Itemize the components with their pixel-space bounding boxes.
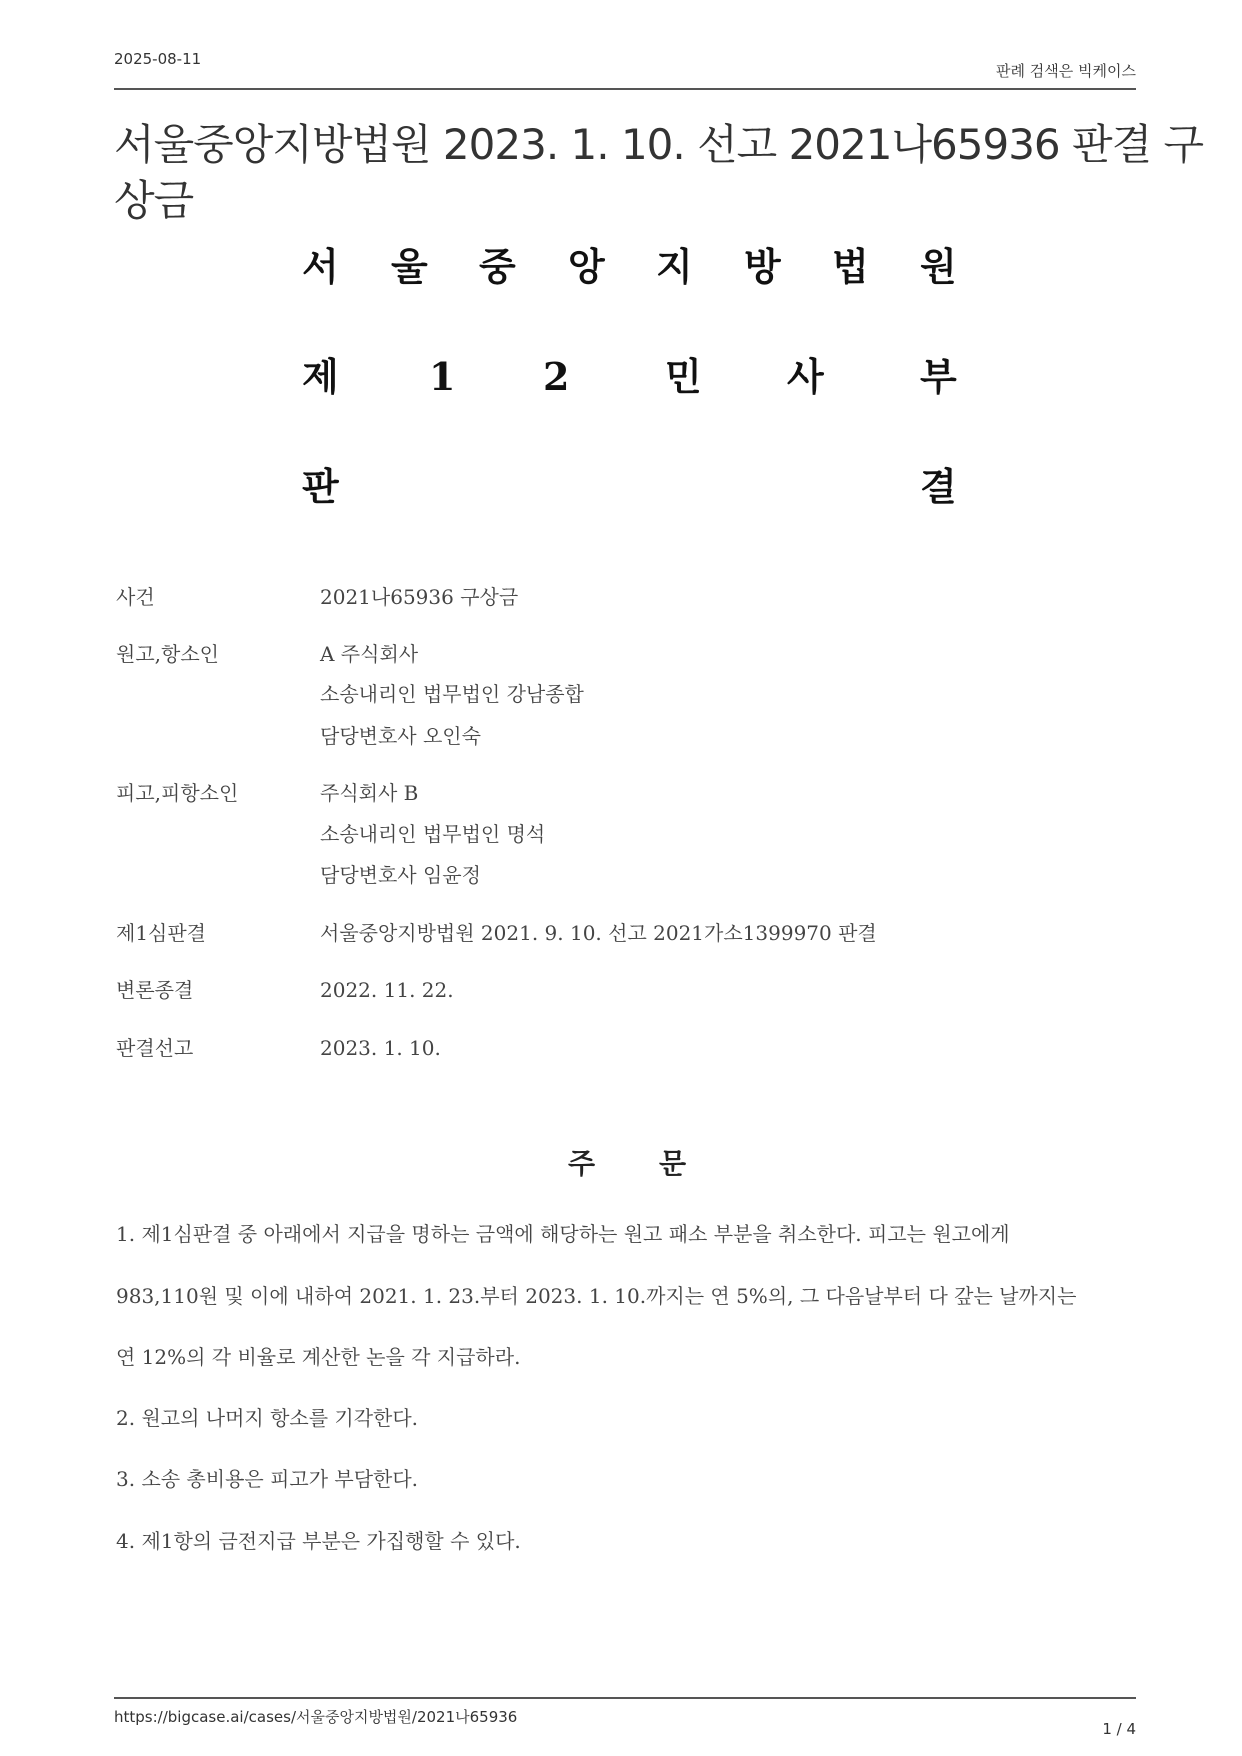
court-char: 지 <box>656 244 693 289</box>
plaintiff-line: A 주식회사 <box>320 642 419 666</box>
order-line: 3. 소송 총비용은 피고가 부담한다. <box>116 1467 419 1491</box>
order-char: 문 <box>659 1147 687 1180</box>
order-line: 연 12%의 각 비율로 계산한 논을 각 지급하라. <box>116 1345 521 1369</box>
page-number: 1 / 4 <box>1102 1720 1136 1738</box>
court-char: 울 <box>391 244 428 289</box>
order-line: 4. 제1항의 금전지급 부분은 가집행할 수 있다. <box>116 1529 521 1553</box>
plaintiff-line: 담당변호사 오인숙 <box>320 724 481 748</box>
print-date: 2025-08-11 <box>114 50 202 68</box>
order-line: 1. 제1심판결 중 아래에서 지급을 명하는 금액에 해당하는 원고 패소 부분을 취소한다. 피고는 원고에게 <box>116 1222 1010 1246</box>
first-instance-label: 제1심판결 <box>116 921 207 945</box>
first-instance-value: 서울중앙지방법원 2021. 9. 10. 선고 2021가소1399970 판결 <box>320 921 877 945</box>
defendant-line: 담당변호사 임윤정 <box>320 863 481 887</box>
court-char: 법 <box>832 244 869 289</box>
page-title-cont: 상금 <box>114 176 194 225</box>
division-char: 2 <box>543 354 570 399</box>
order-line: 983,110원 및 이에 내하여 2021. 1. 23.부터 2023. 1. 10.까지는 연 5%의, 그 다음날부터 다 갚는 날까지는 <box>116 1284 1077 1308</box>
closing-value: 2022. 11. 22. <box>320 978 454 1002</box>
defendant-line: 주식회사 B <box>320 781 419 805</box>
division-char: 1 <box>429 354 456 399</box>
court-char: 중 <box>479 244 516 289</box>
division-char: 제 <box>302 354 339 399</box>
plaintiff-label: 원고,항소인 <box>116 642 219 666</box>
order-char: 주 <box>568 1147 596 1180</box>
defendant-label: 피고,피항소인 <box>116 781 239 805</box>
header-divider <box>114 88 1136 90</box>
order-line: 2. 원고의 나머지 항소를 기각한다. <box>116 1406 419 1430</box>
footer-divider <box>114 1697 1136 1699</box>
court-char: 앙 <box>568 244 605 289</box>
header-tagline: 판례 검색은 빅케이스 <box>996 62 1136 80</box>
court-char: 원 <box>920 244 957 289</box>
court-char: 방 <box>744 244 781 289</box>
case-value: 2021나65936 구상금 <box>320 585 519 609</box>
case-label: 사건 <box>116 585 155 609</box>
judgment-char: 판 <box>302 464 339 509</box>
division-char: 민 <box>665 354 702 399</box>
plaintiff-line: 소송내리인 법무법인 강남종합 <box>320 682 584 706</box>
ruling-date-value: 2023. 1. 10. <box>320 1036 441 1060</box>
closing-label: 변론종결 <box>116 978 194 1002</box>
court-char: 서 <box>302 244 339 289</box>
division-char: 사 <box>787 354 824 399</box>
page-title: 서울중앙지방법원 2023. 1. 10. 선고 2021나65936 판결 구 <box>114 120 1204 169</box>
footer-url[interactable]: https://bigcase.ai/cases/서울중앙지방법원/2021나65936 <box>114 1708 518 1726</box>
judgment-char: 결 <box>920 464 957 509</box>
division-char: 부 <box>920 354 957 399</box>
ruling-date-label: 판결선고 <box>116 1036 194 1060</box>
defendant-line: 소송내리인 법무법인 명석 <box>320 822 546 846</box>
